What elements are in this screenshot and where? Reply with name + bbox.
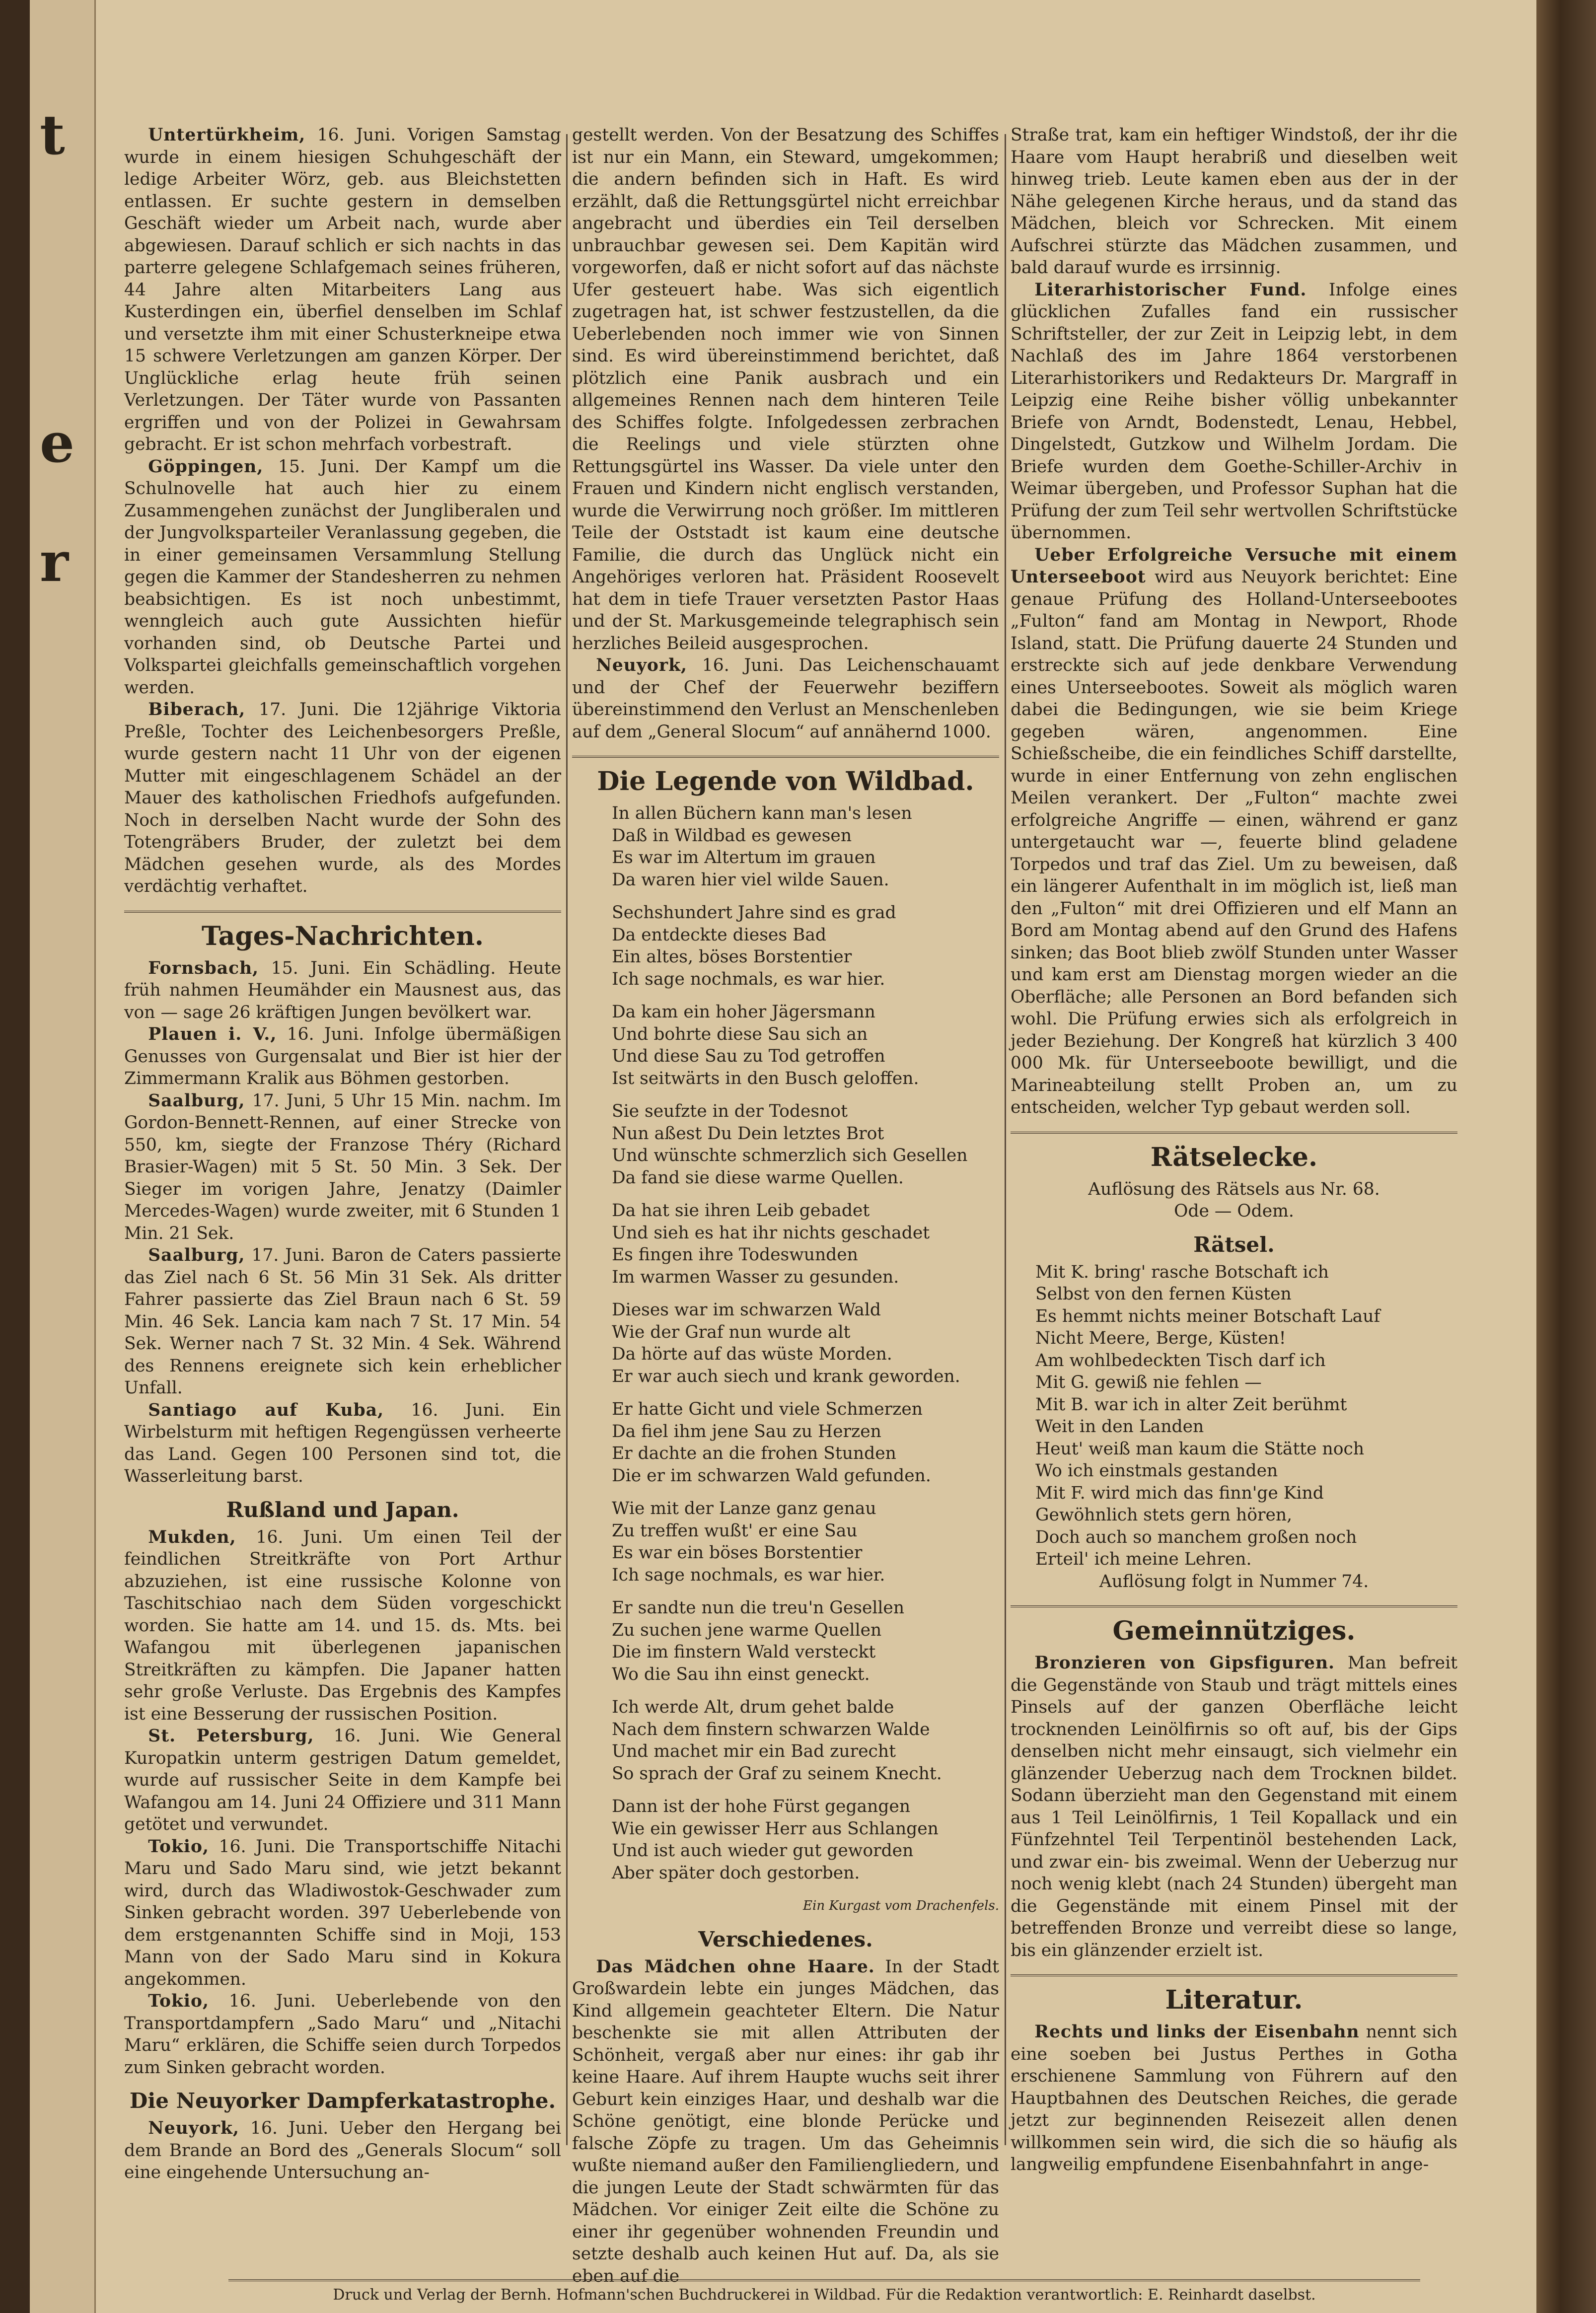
poem-stanza	[612, 802, 999, 891]
poem-line: Er hatte Gicht und viele Schmerzen	[612, 1399, 923, 1419]
article-paragraph	[124, 699, 561, 898]
raetsel-line: Gewöhnlich stets gern hören,	[1035, 1505, 1293, 1525]
article-paragraph: Bronzieren von Gipsfiguren. Man befreit die Gegenstände von Staub und trägt mittels eines Pinsels auf der ganzen Oberfläche leicht trocknenden Leinölfirnis so oft auf, bis der Gips denselben nicht mehr einsaugt, sich vielmehr ein glänzender Ueberzug nach dem Trocknen bildet. Sodann überzieht man den Gegenstand mit einem aus 1 Teil Leinölfirnis, 1 Teil Kopallack und ein Fünfzehntel Teil Terpentinöl bestehenden Lack, und zwar ein- bis zweimal. Wenn der Ueberzug nur noch wenig klebt (nach 24 Stunden) übergeht man die Gegenstände mit einem Pinsel mit der betreffenden Bronze und verreibt diese so lange, bis ein glänzender erzielt ist.	[1011, 1653, 1457, 1960]
poem-line: Da waren hier viel wilde Sauen.	[612, 869, 889, 890]
article-paragraph	[124, 1399, 561, 1488]
russland-japan-list	[124, 1526, 561, 2079]
article-lead: Mukden,	[148, 1527, 236, 1547]
article-lead: Saalburg,	[148, 1245, 245, 1265]
poem-stanza	[612, 1001, 999, 1089]
article-text: 16. Juni. Wie General Kuropatkin unterm gestrigen Datum gemeldet, wurde auf russischer Seite in dem Kampfe bei Wafangou am 14. Juni 24 Offiziere und 311 Mann getötet und verwundet.	[124, 1726, 562, 1834]
raetsel-answer: Ode — Odem.	[1174, 1201, 1294, 1221]
edge-glyph: t	[40, 103, 65, 167]
raetsel-line: Selbst von den fernen Küsten	[1035, 1284, 1292, 1304]
poem-line: Da entdeckte dieses Bad	[612, 925, 827, 945]
poem-source: Ein Kurgast vom Drachenfels.	[803, 1898, 999, 1913]
raetsel-line: Doch auch so manchem großen noch	[1035, 1527, 1357, 1547]
article-paragraph: Rechts und links der Eisenbahn nennt sich eine soeben bei Justus Perthes in Gotha erschienene Sammlung von Führern auf den Hauptbahnen des Deutschen Reiches, die gerade jetzt zur beginnenden Reisezeit allen denen willkommen sein wird, die sich die so häufig als langweilig empfundene Eisenbahnfahrt in ange-	[1011, 2022, 1458, 2174]
poem-line: Da hörte auf das wüste Morden.	[612, 1344, 892, 1364]
raetsel-line: Weit in den Landen	[1035, 1417, 1204, 1437]
article-text: 15. Juni. Der Kampf um die Schulnovelle hat auch hier zu einem Zusammengehen zunächst der Jungliberalen und der Jungvolksparteiler Veranlassung gegeben, die in einer gemeinsamen Versammlung Stellung gegen die Kammer der Standesherren zu nehmen beabsichtigen. Es ist noch unbestimmt, wenngleich auch gute Aussichten hiefür vorhanden sind, ob Deutsche Partei und Volkspartei gleichfalls gemeinschaftlich vorgehen werden.	[124, 456, 561, 698]
local-news	[124, 124, 561, 898]
article-paragraph: Das Mädchen ohne Haare. In der Stadt Großwardein lebte ein junges Mädchen, das Kind allgemein geachteter Eltern. Die Natur beschenkte sie mit allen Attributen der Schönheit, vergaß aber nur eines: ihr gab ihr keine Haare. Auf ihrem Haupte wuchs seit ihrer Geburt kein einziges Haar, und deshalb war die Schöne genötigt, eine blonde Perücke und falsche Zöpfe zu tragen. Um das Geheimnis wußte niemand außer den Familiengliedern, und die jungen Leute der Stadt schwärmten für das Mädchen. Vor einiger Zeit eilte die Schöne zu einer ihr gegenüber wohnenden Freundin und setzte deshalb auch keinen Hut auf. Da, als sie eben auf die	[572, 1956, 999, 2286]
book-binding	[1536, 0, 1596, 2313]
article-paragraph	[1011, 279, 1457, 544]
poem-stanza	[612, 1100, 999, 1189]
poem-line: Er sandte nun die treu'n Gesellen	[612, 1598, 905, 1618]
article-lead: Plauen i. V.,	[148, 1024, 277, 1044]
poem-line: Und ist auch wieder gut geworden	[612, 1841, 914, 1861]
raetsel-next-notice: Auflösung folgt in Nummer 74.	[1099, 1571, 1369, 1591]
poem-line: In allen Büchern kann man's lesen	[612, 803, 912, 823]
poem-line: Es war im Altertum im grauen	[612, 848, 876, 867]
article-lead: Tokio,	[148, 1991, 210, 2011]
article-paragraph	[124, 957, 561, 1024]
raetsel-line: Heut' weiß man kaum die Stätte noch	[1035, 1439, 1365, 1459]
article-paragraph	[124, 456, 561, 699]
adjacent-page-edge	[30, 0, 96, 2313]
article-text: gestellt werden. Von der Besatzung des Schiffes ist nur ein Mann, ein Steward, umgekommen; die andern befinden sich in Haft. Es wird erzählt, daß die Rettungsgürtel nicht erreichbar angebracht und überdies ein Teil derselben unbrauchbar gewesen sei. Dem Kapitän wird vorgeworfen, daß er nicht sofort auf das nächste Ufer gesteuert habe. Was sich eigentlich zugetragen hat, ist schwer festzustellen, da die Ueberlebenden noch immer wie von Sinnen sind. Es wird übereinstimmend berichtet, daß plötzlich eine Panik ausbrach und ein allgemeines Rennen nach dem hinteren Teile des Schiffes folgte. Infolgedessen zerbrachen die Reelings und viele stürzten ohne Rettungsgürtel ins Wasser. Da viele unter den Frauen und Kindern nicht englisch verstanden, wurde die Verwirrung noch größer. Im mittleren Teile der Oststadt ist kaum eine deutsche Familie, die durch das Unglück nicht ein Angehöriges verloren hat. Präsident Roosevelt hat dem in tiefe Trauer versetzten Pastor Haas und der St. Markusgemeinde telegraphisch sein herzliches Beileid ausgesprochen.	[572, 125, 999, 653]
tages-nachrichten-list	[124, 957, 561, 1488]
raetsel-verse	[1011, 1261, 1457, 1571]
poem-line: Er war auch siech und krank geworden.	[612, 1366, 960, 1386]
raetsel-line: Am wohlbedeckten Tisch darf ich	[1035, 1350, 1326, 1371]
section-title-raetselecke: Rätselecke.	[1011, 1132, 1457, 1173]
poem-line: Es war ein böses Borstentier	[612, 1543, 863, 1563]
column-rule	[566, 134, 568, 2145]
poem-line: Zu treffen wußt' er eine Sau	[612, 1520, 858, 1541]
article-paragraph	[124, 1244, 561, 1399]
poem-line: Daß in Wildbad es gewesen	[612, 825, 852, 846]
article-paragraph	[124, 1836, 561, 1991]
article-paragraph	[124, 1526, 561, 1726]
poem-line: Im warmen Wasser zu gesunden.	[612, 1267, 899, 1287]
poem-line: Ich werde Alt, drum gehet balde	[612, 1697, 894, 1717]
poem-line: Und wünschte schmerzlich sich Gesellen	[612, 1146, 968, 1165]
raetsel-line: Mit G. gewiß nie fehlen —	[1035, 1373, 1262, 1392]
poem-line: Wie mit der Lanze ganz genau	[612, 1499, 876, 1518]
section-title-literatur: Literatur.	[1011, 1974, 1457, 2016]
poem-line: Wie der Graf nun wurde alt	[612, 1322, 851, 1342]
poem-stanza	[612, 902, 999, 990]
article-text: 16. Juni. Infolge übermäßigen Genusses von Gurgensalat und Bier ist hier der Zimmermann Kralik aus Böhmen gestorben.	[124, 1024, 561, 1088]
misc-articles	[1011, 279, 1457, 1119]
article-lead: Neuyork,	[596, 655, 688, 675]
poem-line: Und bohrte diese Sau sich an	[612, 1024, 868, 1044]
imprint-footer: Druck und Verlag der Bernh. Hofmann'schen Buchdruckerei in Wildbad. Für die Redaktion verantwortlich: E. Reinhardt daselbst.	[228, 2279, 1420, 2304]
article-text: wird aus Neuyork berichtet: Eine genaue Prüfung des Holland-Unterseebootes „Fulton“ fand am Montag in Newport, Rhode Island, statt. Die Prüfung dauerte 24 Stunden und erstreckte sich auf jede denkbare Verwendung eines Unterseebootes. Soweit als möglich waren dabei die Bedingungen, wie sie beim Kriege gegeben wären, angenommen. Eine Schießscheibe, die ein feindliches Schiff darstellte, wurde in einer Entfernung von zehn englischen Meilen verankert. Der „Fulton“ machte zwei erfolgreiche Angriffe — einen, während er ganz untergetaucht war —, feuerte blind geladene Torpedos und traf das Ziel. Um zu beweisen, daß ein längerer Aufenthalt in im möglich ist, ließ man den „Fulton“ mit drei Offizieren und elf Mann an Bord am Montag abend auf den Grund des Hafens sinken; das Boot blieb zwölf Stunden unter Wasser und kam erst am Dienstag morgen wieder an die Oberfläche; alle Personen an Bord befanden sich wohl. Die Prüfung erwies sich als erfolgreich in jeder Beziehung. Der Kongreß hat kürzlich 3 400 000 Mk. für Unterseeboote bewilligt, und die Marineabteilung stellt Proben an, um zu entscheiden, welcher Typ gebaut werden soll.	[1011, 567, 1457, 1117]
article-lead: Untertürkheim,	[148, 125, 306, 145]
column-rule	[1005, 134, 1006, 2145]
poem-line: Sie seufzte in der Todesnot	[612, 1101, 848, 1121]
poem-line: Dann ist der hohe Fürst gegangen	[612, 1797, 911, 1816]
raetsel-line: Nicht Meere, Berge, Küsten!	[1035, 1328, 1286, 1348]
poem-line: Ein altes, böses Borstentier	[612, 947, 852, 967]
article-paragraph	[124, 1725, 561, 1836]
poem-line: Dieses war im schwarzen Wald	[612, 1300, 881, 1320]
poem-stanza	[612, 1299, 999, 1387]
poem-line: Und machet mir ein Bad zurecht	[612, 1741, 896, 1761]
raetsel-loesung-label: Auflösung des Rätsels aus Nr. 68.	[1088, 1179, 1380, 1199]
poem-title: Die Legende von Wildbad.	[572, 756, 999, 797]
article-lead: Literarhistorischer Fund.	[1034, 280, 1307, 300]
newspaper-page	[30, 0, 1549, 2313]
section-title-gemeinnuetziges: Gemeinnütziges.	[1011, 1605, 1457, 1647]
article-text: 17. Juni. Die 12jährige Viktoria Preßle, Tochter des Leichenbesorgers Preßle, wurde gestern nacht 11 Uhr von der eigenen Mutter mit eingeschlagenem Schädel an der Mauer des katholischen Friedhofs aufgefunden. Noch in derselben Nacht wurde der Sohn des Totengräbers Bruder, der zuletzt bei dem Mädchen gesehen wurde, als des Mordes verdächtig verhaftet.	[124, 700, 561, 896]
raetsel-line: Erteil' ich meine Lehren.	[1035, 1549, 1252, 1569]
poem-line: Und diese Sau zu Tod getroffen	[612, 1046, 885, 1066]
poem-line: Da kam ein hoher Jägersmann	[612, 1002, 875, 1022]
poem-line: Wie ein gewisser Herr aus Schlangen	[612, 1818, 939, 1839]
article-paragraph	[124, 124, 561, 456]
article-lead: Saalburg,	[148, 1090, 245, 1111]
article-paragraph	[124, 1023, 561, 1090]
section-title-russland-japan: Rußland und Japan.	[226, 1497, 459, 1522]
raetsel-line: Mit F. wird mich das finn'ge Kind	[1035, 1483, 1324, 1503]
article-paragraph	[124, 1090, 561, 1245]
article-text: 16. Juni. Ein Wirbelsturm mit heftigen Regengüssen verheerte das Land. Gegen 100 Personen sind tot, die Wasserleitung barst.	[124, 1400, 562, 1486]
raetsel-line: Mit K. bring' rasche Botschaft ich	[1035, 1262, 1329, 1282]
column-1	[124, 124, 561, 2185]
article-text: 15. Juni. Ein Schädling. Heute früh nahmen Heumähder ein Mausnest aus, das von — sage 26 kräftigen Jungen bevölkert war.	[124, 958, 561, 1022]
poem-stanza	[612, 1498, 999, 1586]
raetsel-subtitle: Rätsel.	[1193, 1232, 1275, 1257]
article-lead: Tokio,	[148, 1836, 210, 1857]
poem-stanza	[612, 1398, 999, 1487]
raetsel-line: Wo ich einstmals gestanden	[1035, 1461, 1278, 1481]
article-lead: Fornsbach,	[148, 958, 259, 978]
raetsel-line: Mit B. war ich in alter Zeit berühmt	[1035, 1394, 1347, 1415]
edge-glyph: e	[40, 411, 74, 475]
poem-line: Er dachte an die frohen Stunden	[612, 1444, 896, 1463]
article-text: Infolge eines glücklichen Zufalles fand ein russischer Schriftsteller, der zur Zeit in Leipzig lebt, in dem Nachlaß des im Jahre 1864 verstorbenen Literarhistorikers und Redakteurs Dr. Margraff in Leipzig eine Reihe bisher völlig unbekannter Briefe von Arndt, Bodenstedt, Lenau, Hebbel, Dingelstedt, Gutzkow und Wilhelm Jordam. Die Briefe wurden dem Goethe-Schiller-Archiv in Weimar übergeben, und Professor Suphan hat die Prüfung der zum Teil sehr wertvollen Schriftstücke übernommen.	[1011, 280, 1457, 543]
poem-line: Nun aßest Du Dein letztes Brot	[612, 1123, 884, 1144]
poem-line: Zu suchen jene warme Quellen	[612, 1620, 882, 1640]
poem-line: Und sieh es hat ihr nichts geschadet	[612, 1223, 930, 1243]
article-paragraph	[572, 654, 999, 743]
poem-line: Die er im schwarzen Wald gefunden.	[612, 1465, 931, 1486]
section-title-tages-nachrichten: Tages-Nachrichten.	[124, 911, 561, 952]
poem-line: Nach dem finstern schwarzen Walde	[612, 1719, 930, 1739]
article-text: 16. Juni. Um einen Teil der feindlichen Streitkräfte von Port Arthur abzuziehen, ist eine russische Kolonne von Taschitschiao nach dem Süden vorgeschickt worden. Sie hatte am 14. und 15. ds. Mts. bei Wafangou mit überlegenen japanischen Streitkräften zu kämpfen. Die Japaner hatten sehr große Verluste. Das Ergebnis des Kampfes ist eine Besserung der russischen Position.	[124, 1527, 561, 1724]
poem-line: Ist seitwärts in den Busch geloffen.	[612, 1068, 919, 1088]
article-paragraph: Straße trat, kam ein heftiger Windstoß, der ihr die Haare vom Haupt herabriß und dieselben weit hinweg trieb. Leute kamen eben aus der in der Nähe gelegenen Kirche heraus, und da stand das Mädchen, bleich vor Schrecken. Mit einem Aufschrei stürzte das Mädchen zusammen, und bald darauf wurde es irrsinnig.	[1011, 125, 1457, 278]
article-text: 17. Juni. Baron de Caters passierte das Ziel nach 6 St. 56 Min 31 Sek. Als dritter Fahrer passierte das Ziel Braun nach 6 St. 59 Min. 46 Sek. Lancia kam nach 7 St. 17 Min. 54 Sek. Werner nach 7 St. 32 Min. 4 Sek. Während des Rennens ereignete sich kein erheblicher Unfall.	[124, 1245, 561, 1398]
poem-stanza	[612, 1597, 999, 1685]
poem-stanza	[612, 1200, 999, 1288]
article-lead: St. Petersburg,	[148, 1726, 314, 1746]
poem-line: Ich sage nochmals, es war hier.	[612, 1565, 885, 1585]
poem-stanza	[612, 1796, 999, 1884]
dampfer-continuation	[572, 124, 999, 743]
article-lead: Ueber Erfolgreiche Versuche mit einem Unterseeboot	[1011, 545, 1457, 587]
raetsel-line: Es hemmt nichts meiner Botschaft Lauf	[1035, 1306, 1380, 1326]
article-paragraph	[124, 1990, 561, 2079]
poem-line: Es fingen ihre Todeswunden	[612, 1245, 858, 1265]
poem-legende-von-wildbad	[572, 802, 999, 1884]
article-paragraph: Neuyork, 16. Juni. Ueber den Hergang bei dem Brande an Bord des „Generals Slocum“ soll eine eingehende Untersuchung an-	[124, 2118, 561, 2182]
poem-line: Die im finstern Wald versteckt	[612, 1642, 876, 1662]
article-paragraph	[572, 124, 999, 654]
article-paragraph	[1011, 544, 1457, 1119]
poem-line: So sprach der Graf zu seinem Knecht.	[612, 1763, 942, 1784]
article-text: 16. Juni. Vorigen Samstag wurde in einem hiesigen Schuhgeschäft der ledige Arbeiter Wörz, geb. aus Bleichstetten entlassen. Er suchte gestern in demselben Geschäft wieder um Arbeit nach, wurde aber abgewiesen. Darauf schlich er sich nachts in das parterre gelegene Schlafgemach seines früheren, 44 Jahre alten Mitarbeiters Lang aus Kusterdingen ein, überfiel denselben im Schlaf und versetzte ihm mit einer Schusterkneipe etwa 15 schwere Verletzungen am ganzen Körper. Der Unglückliche erlag heute früh seinen Verletzungen. Der Täter wurde von Passanten ergriffen und von der Polizei in Gewahrsam gebracht. Er ist schon mehrfach vorbestraft.	[124, 125, 561, 454]
poem-line: Aber später doch gestorben.	[612, 1863, 860, 1883]
poem-line: Da fand sie diese warme Quellen.	[612, 1167, 904, 1188]
section-title-neuyorker-dampferkatastrophe: Die Neuyorker Dampferkatastrophe.	[129, 2089, 556, 2113]
poem-line: Da fiel ihm jene Sau zu Herzen	[612, 1421, 881, 1442]
column-2	[572, 124, 999, 2286]
article-lead: Biberach,	[148, 700, 246, 720]
article-text: 16. Juni. Die Transportschiffe Nitachi Maru und Sado Maru sind, wie jetzt bekannt wird, durch das Wladiwostok-Geschwader zum Sinken gebracht worden. 397 Ueberlebende von dem erstgenannten Schiffe sind in Moji, 153 Mann von der Sado Maru sind in Kokura angekommen.	[124, 1836, 561, 1989]
column-3	[1011, 124, 1457, 2185]
poem-line: Wo die Sau ihn einst geneckt.	[612, 1664, 870, 1684]
article-text: 17. Juni, 5 Uhr 15 Min. nachm. Im Gordon-Bennett-Rennen, auf einer Strecke von 550, km, siegte der Franzose Théry (Richard Brasier-Wagen) mit 5 St. 50 Min. 3 Sek. Der Sieger im vorigen Jahre, Jenatzy (Daimler Mercedes-Wagen) wurde zweiter, mit 6 Stunden 1 Min. 21 Sek.	[124, 1090, 561, 1243]
poem-stanza	[612, 1696, 999, 1785]
article-lead: Santiago auf Kuba,	[148, 1400, 384, 1420]
poem-line: Da hat sie ihren Leib gebadet	[612, 1201, 870, 1221]
section-title-verschiedenes: Verschiedenes.	[698, 1927, 873, 1952]
poem-line: Ich sage nochmals, es war hier.	[612, 969, 885, 989]
edge-glyph: r	[40, 530, 69, 594]
poem-line: Sechshundert Jahre sind es grad	[612, 903, 896, 923]
article-lead: Göppingen,	[148, 456, 264, 477]
article-text: 16. Juni. Ueberlebende von den Transportdampfern „Sado Maru“ und „Nitachi Maru“ erklären, die Schiffe seien durch Torpedos zum Sinken gebracht worden.	[124, 1991, 561, 2078]
article-text: 16. Juni. Das Leichenschauamt und der Chef der Feuerwehr beziffern übereinstimmend den Verlust an Menschenleben auf dem „General Slocum“ auf annähernd 1000.	[572, 655, 999, 742]
